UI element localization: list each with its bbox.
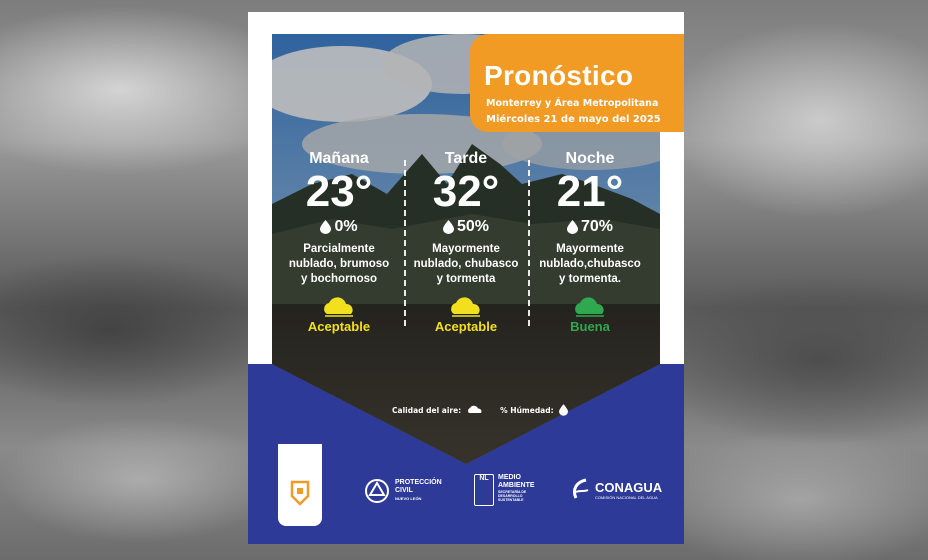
nl-tab	[278, 444, 322, 526]
description-line: Mayormente	[556, 243, 624, 255]
air-quality-label: Buena	[570, 319, 610, 334]
description-line: nublado, brumoso	[288, 258, 390, 270]
legend-air-label: Calidad del aire:	[392, 405, 462, 415]
humidity	[529, 218, 651, 236]
cloud-icon	[466, 405, 484, 415]
air-quality-cloud-icon	[278, 296, 400, 318]
description	[405, 242, 527, 290]
title-box	[470, 34, 684, 132]
air-quality-cloud-icon	[529, 296, 651, 318]
period-tarde	[405, 150, 527, 334]
location-text: Monterrey y Área Metropolitana	[486, 98, 659, 109]
description	[529, 242, 651, 290]
legend	[392, 404, 568, 416]
droplet-icon	[567, 220, 578, 234]
logo-text: AMBIENTE	[498, 482, 535, 489]
humidity	[278, 218, 400, 236]
period-manana	[278, 150, 400, 334]
page-title: Pronóstico	[484, 60, 634, 91]
description-line: Mayormente	[432, 243, 500, 255]
air-quality-label: Aceptable	[307, 319, 371, 334]
period-label: Mañana	[309, 150, 369, 167]
description-line: y bochornoso	[300, 273, 378, 285]
logo-text: NL	[479, 475, 489, 482]
medio-ambiente-logo	[474, 474, 540, 506]
humidity-value: 50%	[456, 218, 490, 235]
logo-text: CIVIL	[395, 487, 413, 494]
logo-text: SECRETARÍA DE DESARROLLO SUSTENTABLE	[498, 490, 527, 502]
period-label: Tarde	[444, 150, 488, 167]
date-text: Miércoles 21 de mayo del 2025	[486, 114, 661, 125]
proteccion-civil-logo	[364, 478, 442, 504]
description-line: Parcialmente	[303, 243, 375, 255]
description	[278, 242, 400, 290]
temperature: 23°	[305, 167, 373, 216]
conagua-wave-icon	[570, 478, 592, 502]
logo-text: PROTECCIÓN	[395, 479, 442, 486]
nl-badge-icon	[474, 474, 494, 506]
period-noche	[529, 150, 651, 334]
humidity	[405, 218, 527, 236]
temperature: 32°	[432, 167, 500, 216]
logo-text: MEDIO	[498, 474, 521, 481]
air-quality-cloud-icon	[405, 296, 527, 318]
logo-text: COMISIÓN NACIONAL DEL AGUA	[595, 495, 658, 500]
humidity-value: 70%	[580, 218, 614, 235]
period-label: Noche	[565, 150, 615, 167]
air-quality-label: Aceptable	[434, 319, 498, 334]
humidity-value: 0%	[334, 218, 358, 235]
proteccion-civil-icon	[364, 478, 390, 504]
description-line: y tormenta	[436, 273, 496, 285]
description-line: nublado,chubasco	[539, 258, 641, 270]
droplet-icon	[559, 404, 568, 416]
description-line: nublado, chubasco	[413, 258, 519, 270]
logo-text: NUEVO LEÓN	[395, 496, 422, 501]
description-line: y tormenta.	[559, 273, 621, 285]
legend-humidity-label: % Húmedad:	[500, 405, 554, 415]
logo-text: CONAGUA	[595, 480, 663, 495]
temperature: 21°	[556, 167, 624, 216]
forecast-poster	[248, 12, 684, 544]
conagua-logo	[570, 478, 662, 502]
nuevo-leon-logo-icon	[289, 480, 311, 506]
droplet-icon	[320, 220, 331, 234]
droplet-icon	[443, 220, 454, 234]
